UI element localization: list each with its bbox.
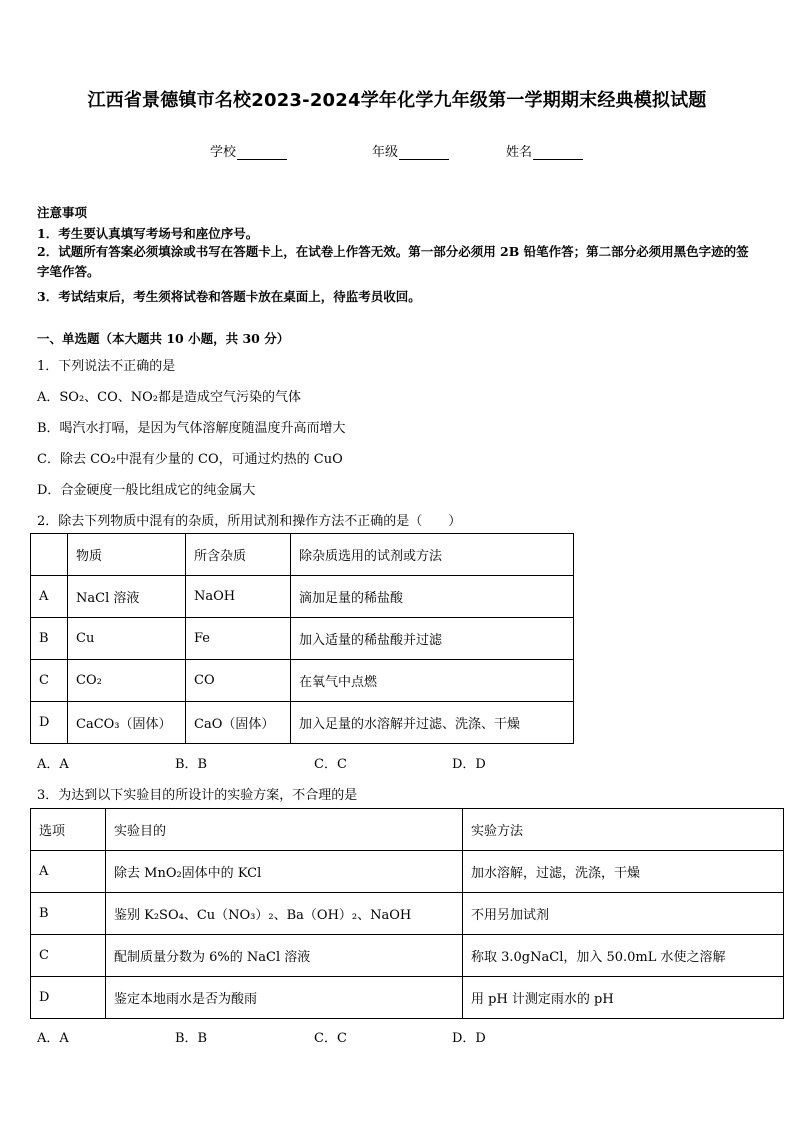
table-cell: B — [31, 618, 68, 660]
note-item-1: 1．考生要认真填写考场号和座位序号。 — [37, 226, 259, 241]
table-row — [31, 851, 784, 893]
table-cell: 选项 — [31, 809, 106, 851]
name-label: 姓名 — [506, 145, 533, 160]
grade-label: 年级 — [372, 145, 399, 160]
table-cell: 加入足量的水溶解并过滤、洗涤、干燥 — [291, 702, 574, 744]
q1-option-c[interactable]: C．除去 CO₂中混有少量的 CO，可通过灼热的 CuO — [37, 452, 343, 467]
table-cell: 实验目的 — [106, 809, 463, 851]
table-cell: 加入适量的稀盐酸并过滤 — [291, 618, 574, 660]
table-header-row — [31, 534, 574, 576]
table-cell — [31, 534, 68, 576]
q3-option-a[interactable]: A．A — [37, 1031, 69, 1046]
name-blank[interactable] — [533, 147, 583, 160]
table-cell: 滴加足量的稀盐酸 — [291, 576, 574, 618]
table-cell: D — [31, 977, 106, 1019]
notes-heading: 注意事项 — [37, 205, 88, 220]
q1-option-d[interactable]: D．合金硬度一般比组成它的纯金属大 — [37, 483, 256, 498]
q1-option-b[interactable]: B．喝汽水打嗝，是因为气体溶解度随温度升高而增大 — [37, 421, 346, 436]
table-cell: 加水溶解，过滤，洗涤，干燥 — [463, 851, 784, 893]
table-cell: CO₂ — [68, 660, 186, 702]
table-cell: 鉴定本地雨水是否为酸雨 — [106, 977, 463, 1019]
q3-table — [30, 808, 784, 1019]
q3-option-c[interactable]: C．C — [314, 1031, 347, 1046]
table-cell: 用 pH 计测定雨水的 pH — [463, 977, 784, 1019]
q1-stem: 1．下列说法不正确的是 — [37, 359, 176, 374]
school-field[interactable] — [210, 141, 287, 160]
table-cell: C — [31, 660, 68, 702]
table-cell: 鉴别 K₂SO₄、Cu（NO₃）₂、Ba（OH）₂、NaOH — [106, 893, 463, 935]
q1-option-a[interactable]: A．SO₂、CO、NO₂都是造成空气污染的气体 — [37, 390, 302, 405]
table-cell: CaO（固体） — [186, 702, 291, 744]
table-cell: 在氧气中点燃 — [291, 660, 574, 702]
note-item-2: 2．试题所有答案必须填涂或书写在答题卡上，在试卷上作答无效。第一部分必须用 2B 铅笔作答；第二部分必须用黑色字迹的签字笔作答。 — [37, 244, 749, 279]
table-row — [31, 893, 784, 935]
table-cell: 称取 3.0gNaCl，加入 50.0mL 水使之溶解 — [463, 935, 784, 977]
q2-stem: 2．除去下列物质中混有的杂质，所用试剂和操作方法不正确的是（ ） — [37, 514, 462, 529]
school-blank[interactable] — [237, 147, 287, 160]
table-cell: B — [31, 893, 106, 935]
table-row — [31, 618, 574, 660]
table-cell: CO — [186, 660, 291, 702]
q3-stem: 3．为达到以下实验目的所设计的实验方案，不合理的是 — [37, 788, 358, 803]
table-cell: A — [31, 851, 106, 893]
table-cell: 配制质量分数为 6%的 NaCl 溶液 — [106, 935, 463, 977]
table-cell: NaOH — [186, 576, 291, 618]
school-label: 学校 — [210, 145, 237, 160]
table-cell: NaCl 溶液 — [68, 576, 186, 618]
q2-option-b[interactable]: B．B — [175, 757, 208, 772]
table-cell: 不用另加试剂 — [463, 893, 784, 935]
table-row — [31, 576, 574, 618]
table-cell: Fe — [186, 618, 291, 660]
exam-title: 江西省景德镇市名校2023-2024学年化学九年级第一学期期末经典模拟试题 — [87, 90, 707, 111]
q2-option-d[interactable]: D．D — [452, 757, 486, 772]
name-field[interactable] — [506, 141, 583, 160]
table-row — [31, 702, 574, 744]
table-cell: A — [31, 576, 68, 618]
q2-table — [30, 533, 574, 744]
table-cell: C — [31, 935, 106, 977]
q3-option-d[interactable]: D．D — [452, 1031, 486, 1046]
table-row — [31, 935, 784, 977]
table-cell: 除杂质选用的试剂或方法 — [291, 534, 574, 576]
q2-option-a[interactable]: A．A — [37, 757, 69, 772]
grade-blank[interactable] — [399, 147, 449, 160]
table-cell: CaCO₃（固体） — [68, 702, 186, 744]
table-header-row — [31, 809, 784, 851]
grade-field[interactable] — [372, 141, 449, 160]
note-item-3: 3．考试结束后，考生须将试卷和答题卡放在桌面上，待监考员收回。 — [37, 289, 421, 304]
table-cell: 实验方法 — [463, 809, 784, 851]
q3-option-b[interactable]: B．B — [175, 1031, 208, 1046]
table-row — [31, 660, 574, 702]
section-heading: 一、单选题（本大题共 10 小题，共 30 分） — [37, 331, 290, 346]
table-cell: 物质 — [68, 534, 186, 576]
table-cell: 所含杂质 — [186, 534, 291, 576]
q2-option-c[interactable]: C．C — [314, 757, 347, 772]
table-cell: D — [31, 702, 68, 744]
table-cell: Cu — [68, 618, 186, 660]
table-row — [31, 977, 784, 1019]
table-cell: 除去 MnO₂固体中的 KCl — [106, 851, 463, 893]
